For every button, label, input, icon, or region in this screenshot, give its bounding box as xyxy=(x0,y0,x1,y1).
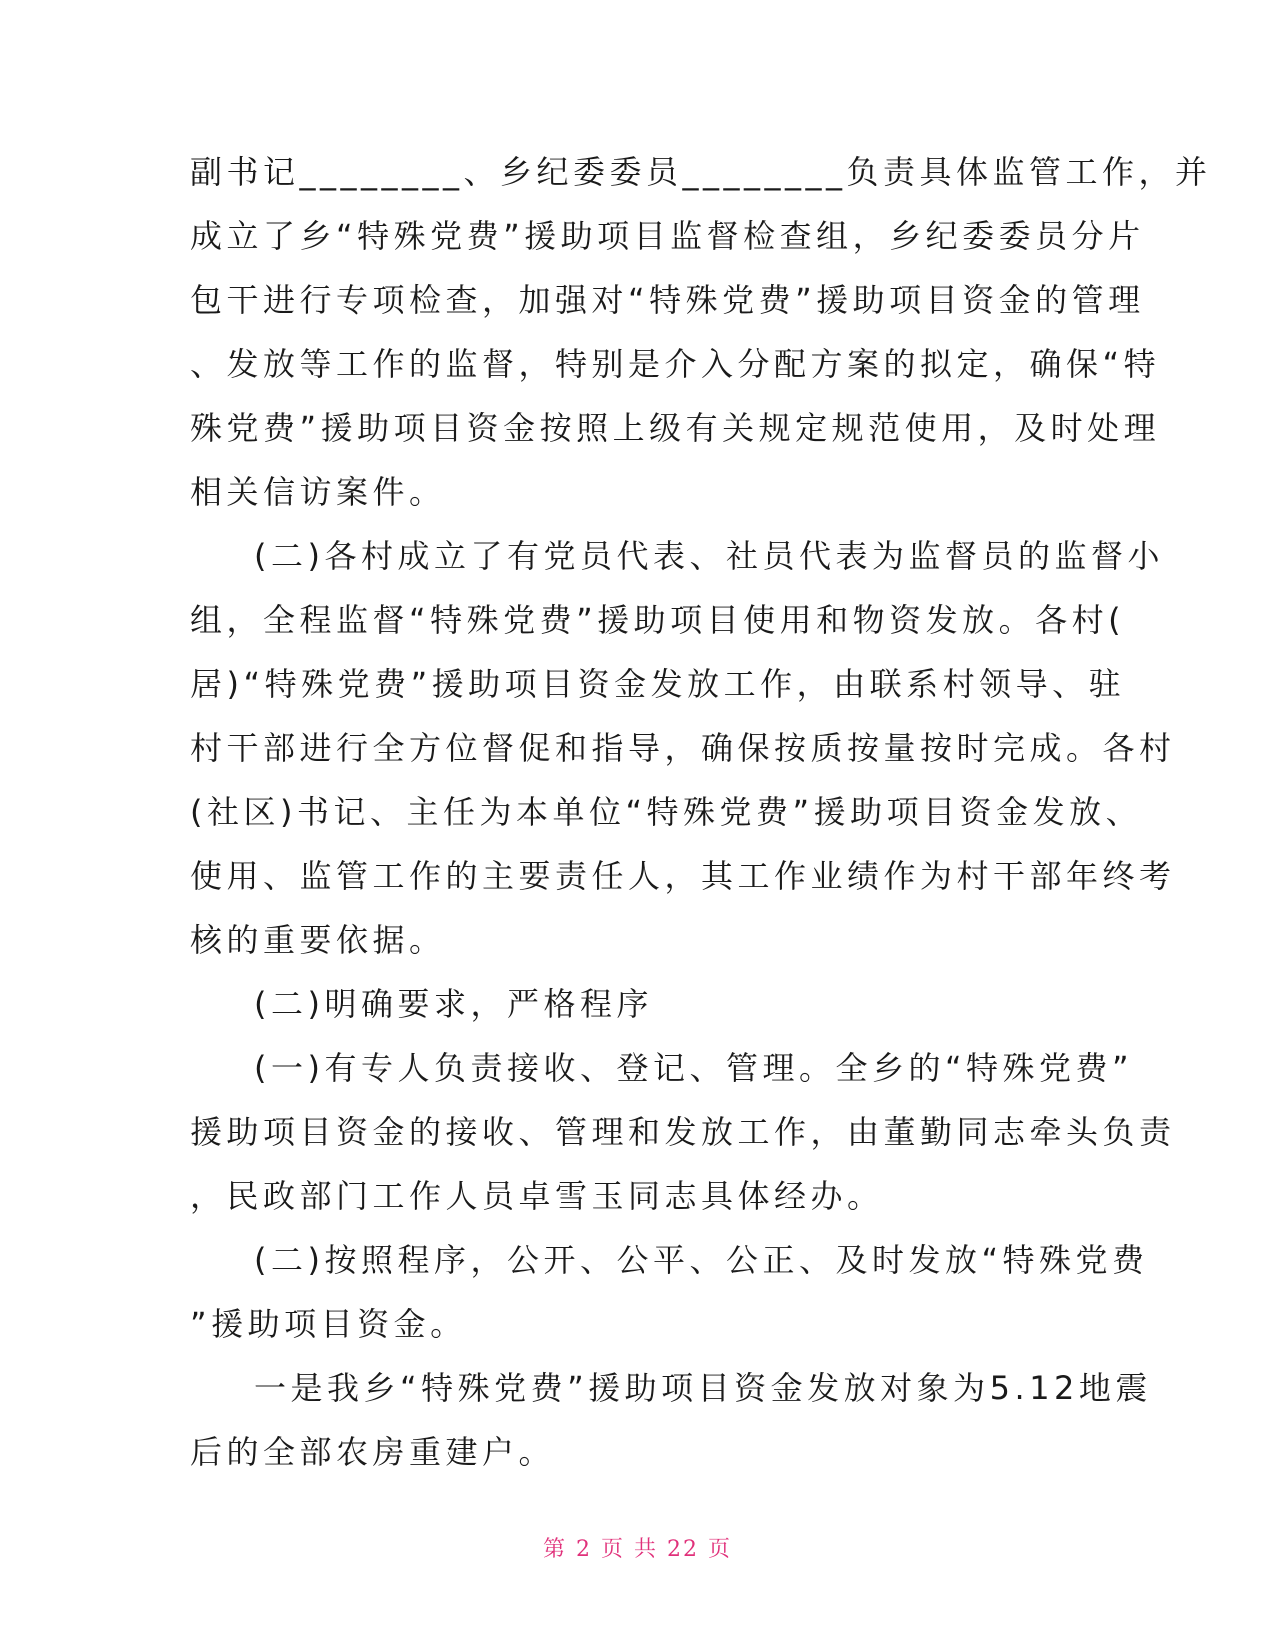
text-line: 殊党费”援助项目资金按照上级有关规定规范使用，及时处理 xyxy=(190,409,1161,447)
text-line: 相关信访案件。 xyxy=(190,473,446,511)
text-line: 核的重要依据。 xyxy=(190,921,446,959)
text-line: 援助项目资金的接收、管理和发放工作，由董勤同志牵头负责 xyxy=(190,1113,1176,1151)
text-line: ”援助项目资金。 xyxy=(190,1305,467,1343)
paragraph-start-line: 一是我乡“特殊党费”援助项目资金发放对象为5.12地震 xyxy=(254,1369,1152,1407)
text-line: 包干进行专项检查，加强对“特殊党费”援助项目资金的管理 xyxy=(190,281,1145,319)
document-body xyxy=(190,140,1212,1484)
text-line: 、发放等工作的监督，特别是介入分配方案的拟定，确保“特 xyxy=(190,345,1161,383)
paragraph-start-line: (一)有专人负责接收、登记、管理。全乡的“特殊党费” xyxy=(254,1049,1134,1087)
text-line: 后的全部农房重建户。 xyxy=(190,1433,556,1471)
text-line: 使用、监管工作的主要责任人，其工作业绩作为村干部年终考 xyxy=(190,857,1176,895)
text-line: 村干部进行全方位督促和指导，确保按质按量按时完成。各村 xyxy=(190,729,1176,767)
paragraph-start-line: (二)各村成立了有党员代表、社员代表为监督员的监督小 xyxy=(254,537,1164,575)
page-number-footer: 第 2 页 共 22 页 xyxy=(543,1537,732,1562)
text-line: (社区)书记、主任为本单位“特殊党费”援助项目资金发放、 xyxy=(190,793,1143,831)
text-line: 副书记________、乡纪委委员________负责具体监管工作，并 xyxy=(190,153,1212,191)
text-line: 组，全程监督“特殊党费”援助项目使用和物资发放。各村( xyxy=(190,601,1126,639)
text-line: 成立了乡“特殊党费”援助项目监督检查组，乡纪委委员分片 xyxy=(190,217,1145,255)
text-line: 居)“特殊党费”援助项目资金发放工作，由联系村领导、驻 xyxy=(190,665,1126,703)
paragraph-start-line: (二)按照程序，公开、公平、公正、及时发放“特殊党费 xyxy=(254,1241,1149,1279)
section-heading: (二)明确要求，严格程序 xyxy=(254,985,653,1023)
text-line: ，民政部门工作人员卓雪玉同志具体经办。 xyxy=(190,1177,884,1215)
